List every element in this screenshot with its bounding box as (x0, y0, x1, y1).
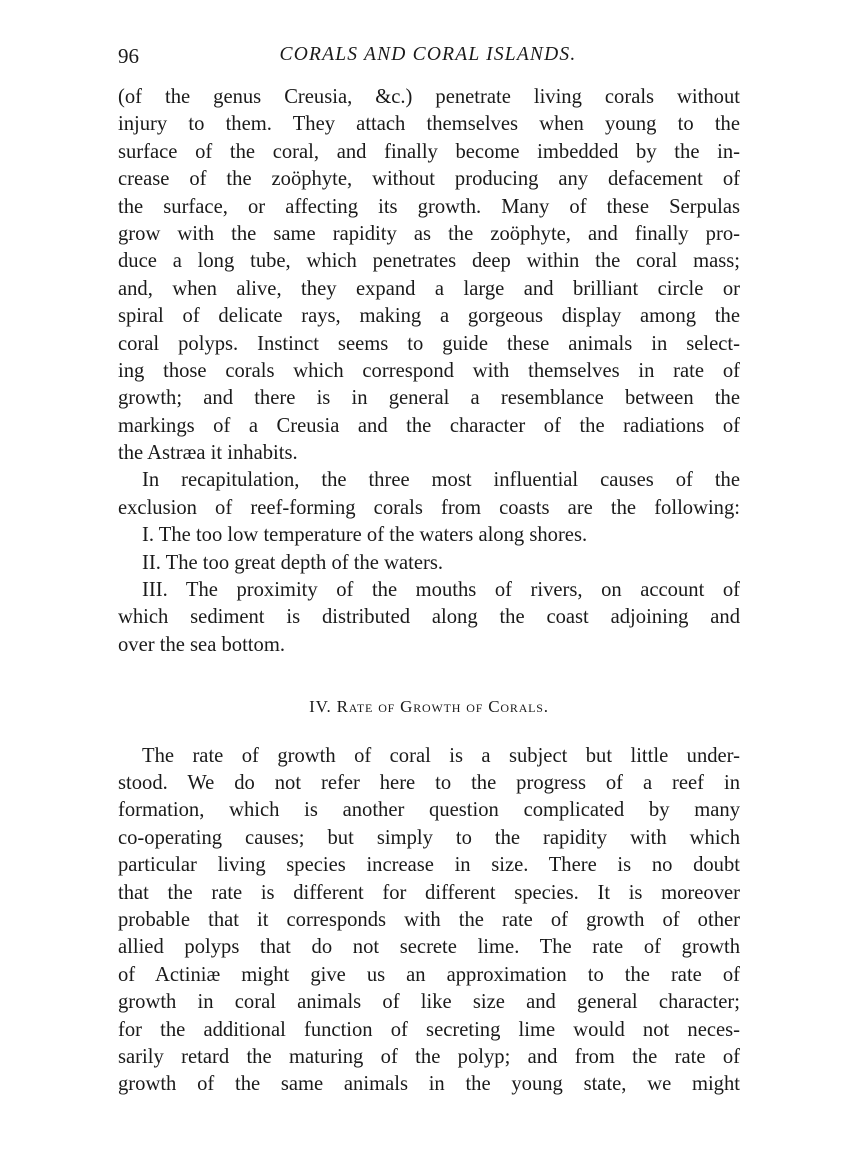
text-line: growth; and there is in general a resemblance between the (118, 387, 740, 410)
section-heading: IV. Rate of Growth of Corals. (309, 697, 549, 717)
list-item: III. The proximity of the mouths of rivers, on account of (142, 579, 740, 602)
text-line: grow with the same rapidity as the zoöphyte, and finally pro- (118, 222, 740, 245)
text-line: sarily retard the maturing of the polyp; and from the rate of (118, 1045, 740, 1068)
body-text (118, 84, 740, 1099)
text-line: (of the genus Creusia, &c.) penetrate living corals without (118, 86, 740, 108)
text-line: and, when alive, they expand a large and brilliant circle or (118, 277, 740, 300)
page-number: 96 (118, 44, 139, 68)
paragraph-2 (118, 467, 740, 522)
text-line: for the additional function of secreting lime would not neces- (118, 1018, 740, 1041)
text-line: In recapitulation, the three most influential causes of the (142, 469, 740, 492)
text-line: surface of the coral, and finally become imbedded by the in- (118, 140, 740, 163)
text-line: coral polyps. Instinct seems to guide these animals in select- (118, 332, 740, 355)
text-line: injury to them. They attach themselves when young to the (118, 113, 740, 136)
text-line: The rate of growth of coral is a subject but little under- (142, 744, 740, 767)
text-line: that the rate is different for different species. It is moreover (118, 881, 740, 904)
text-line: ing those corals which correspond with themselves in rate of (118, 359, 740, 382)
text-line: growth of the same animals in the young state, we might (118, 1073, 740, 1096)
text-line: probable that it corresponds with the rate of growth of other (118, 908, 740, 931)
text-line: the surface, or affecting its growth. Many of these Serpulas (118, 195, 740, 218)
text-line: stood. We do not refer here to the progress of a reef in (118, 771, 740, 794)
text-line: which sediment is distributed along the coast adjoining and (118, 606, 740, 629)
text-line: exclusion of reef-forming corals from coasts are the following: (118, 496, 740, 519)
text-line: formation, which is another question complicated by many (118, 799, 740, 822)
running-head: CORALS AND CORAL ISLANDS. (279, 44, 577, 65)
list-item: I. The too low temperature of the waters along shores. (142, 524, 588, 547)
page-header (118, 44, 738, 72)
paragraph-1 (118, 84, 740, 467)
text-line: co-operating causes; but simply to the rapidity with which (118, 826, 740, 849)
text-line: spiral of delicate rays, making a gorgeous display among the (118, 305, 740, 328)
list-item: II. The too great depth of the waters. (142, 551, 443, 574)
paragraph-3 (118, 743, 740, 1099)
text-line: allied polyps that do not secrete lime. The rate of growth (118, 936, 740, 959)
text-line: of Actiniæ might give us an approximation to the rate of (118, 963, 740, 986)
text-line: over the sea bottom. (118, 633, 285, 656)
causes-list (118, 522, 740, 659)
text-line: growth in coral animals of like size and general character; (118, 991, 740, 1014)
text-line: particular living species increase in size. There is no doubt (118, 854, 740, 877)
text-line: duce a long tube, which penetrates deep within the coral mass; (118, 250, 740, 273)
text-line: the Astræa it inhabits. (118, 442, 298, 465)
text-line: markings of a Creusia and the character of the radiations of (118, 414, 740, 437)
text-line: crease of the zoöphyte, without producing any defacement of (118, 168, 740, 191)
